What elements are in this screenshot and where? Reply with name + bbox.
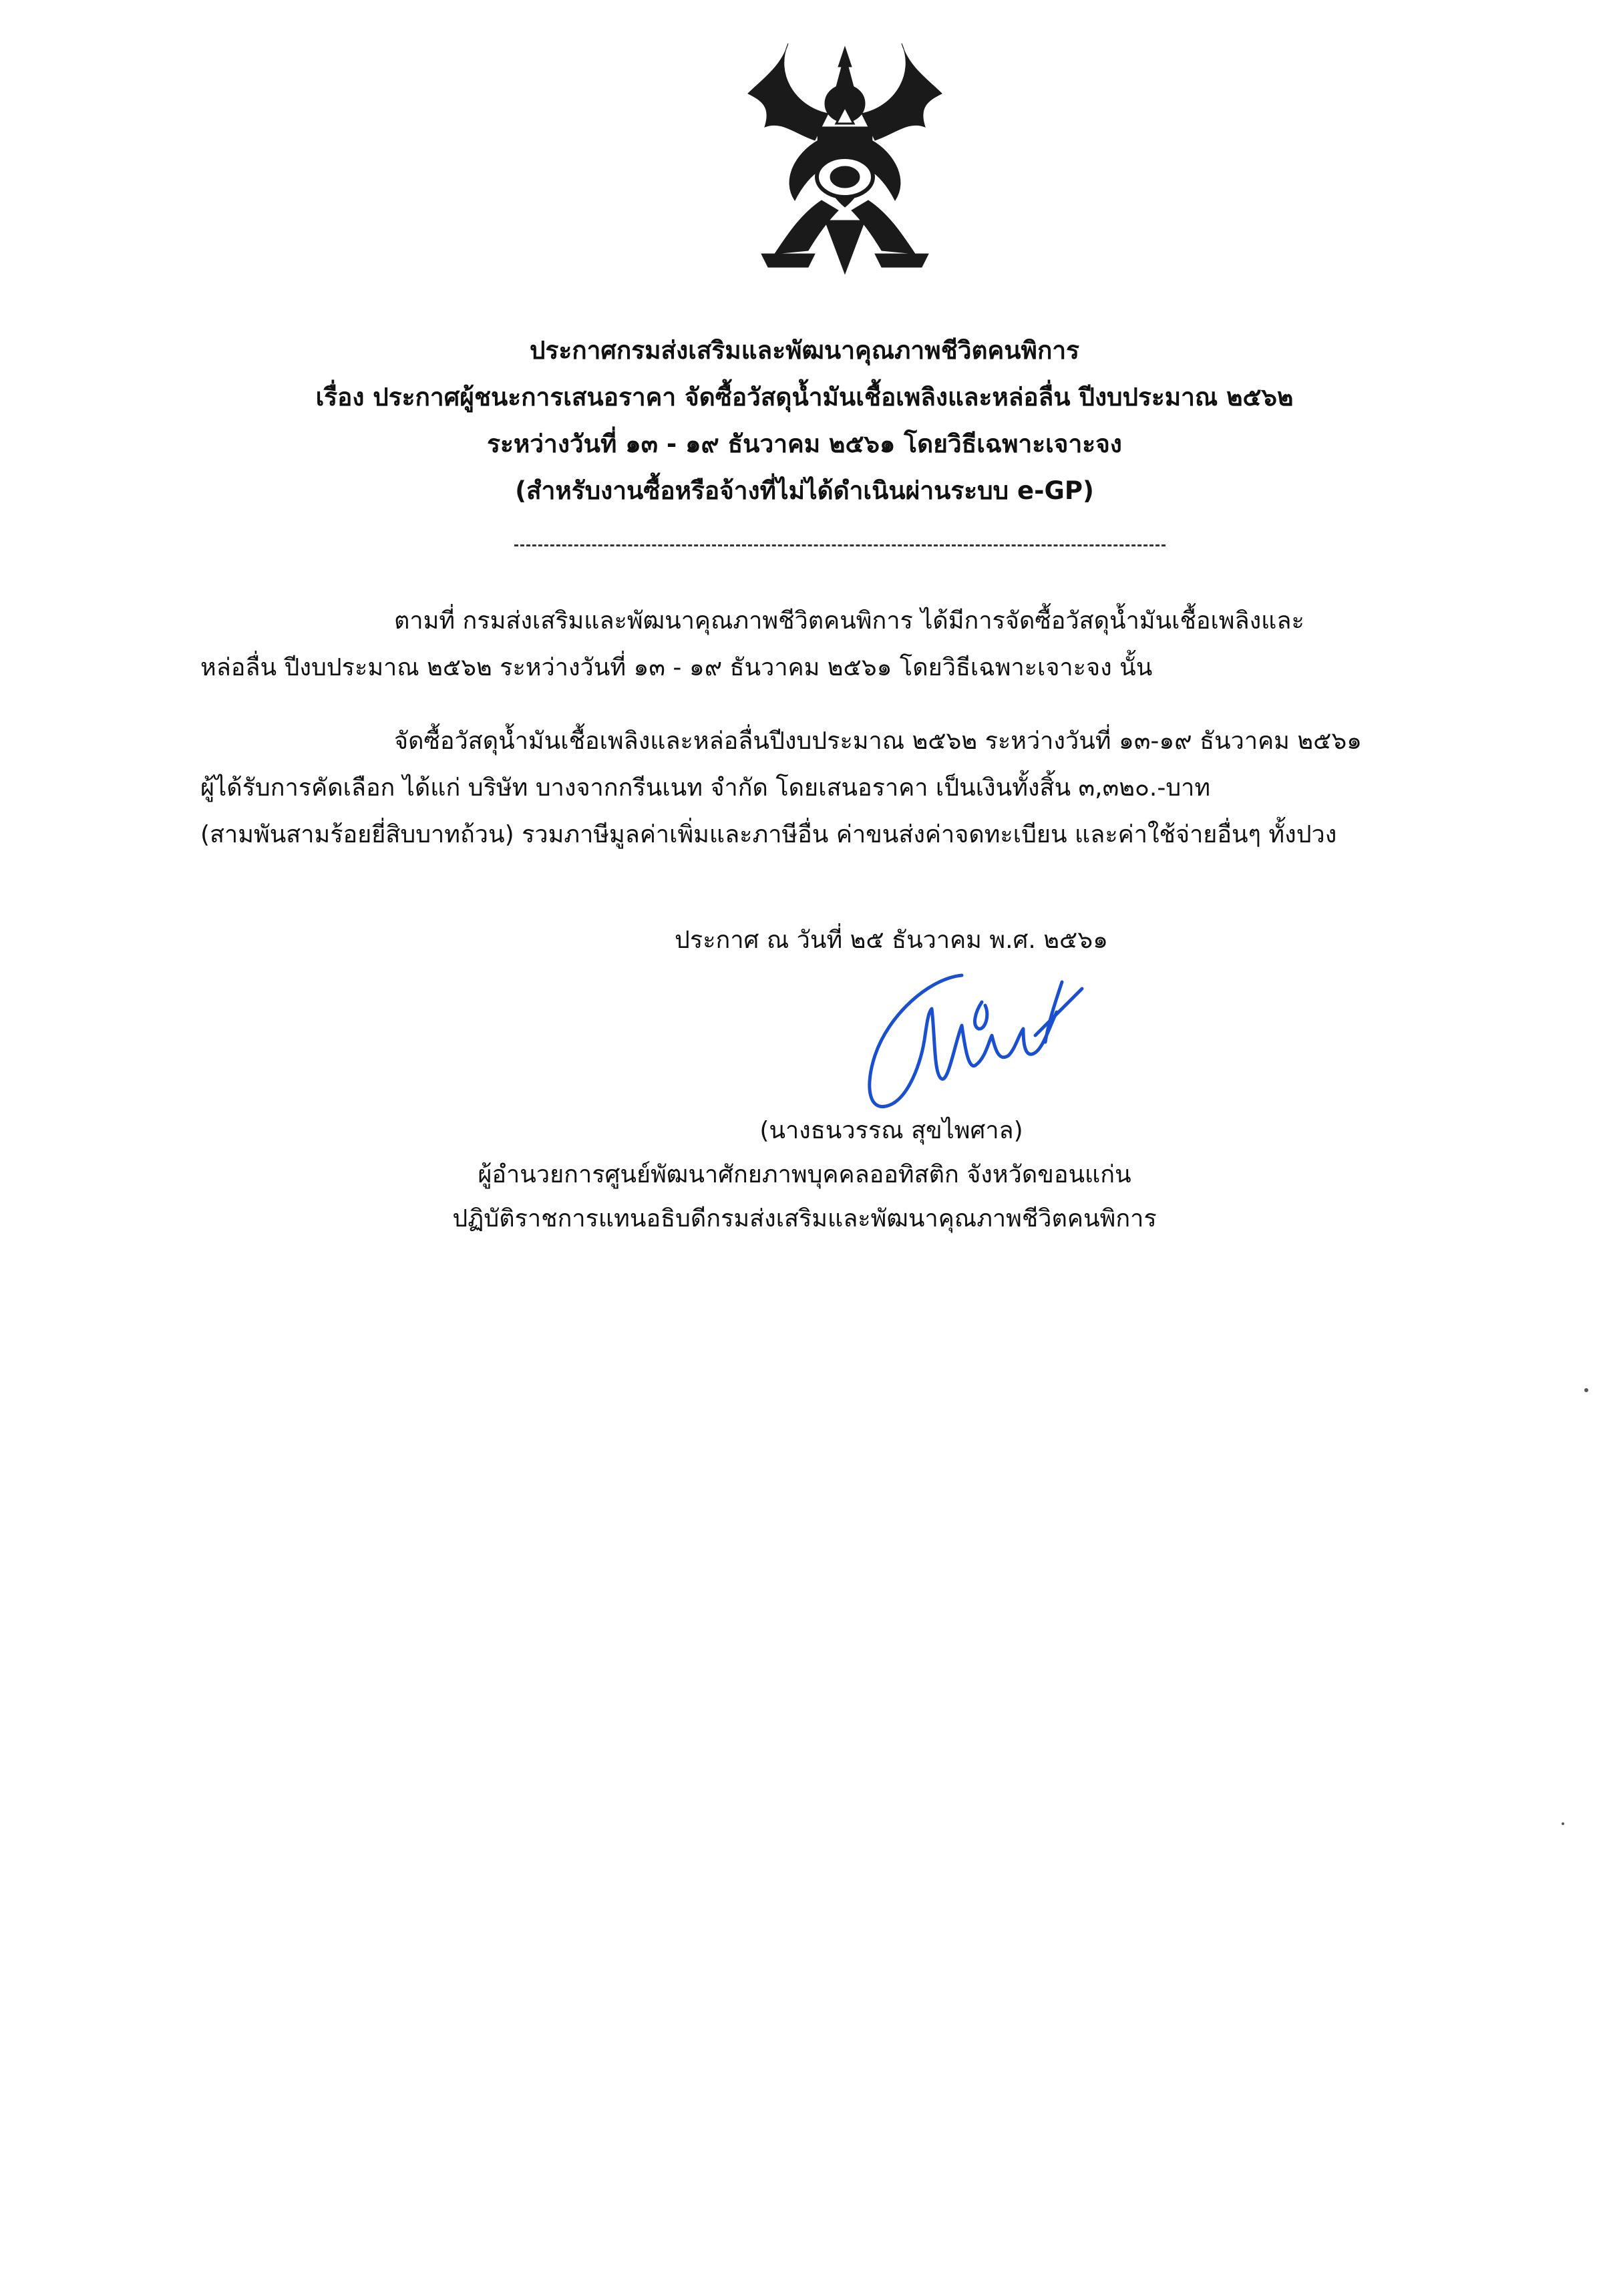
signer-acting: ปฏิบัติราชการแทนอธิบดีกรมส่งเสริมและพัฒนาคุณภาพชีวิตคนพิการ bbox=[452, 1205, 1157, 1233]
header-period: ระหว่างวันที่ ๑๓ - ๑๙ ธันวาคม ๒๕๖๑ โดยวิธีเฉพาะเจาะจง bbox=[487, 430, 1122, 458]
paragraph-2-line-1: จัดซื้อวัสดุน้ำมันเชื้อเพลิงและหล่อลื่นปีงบประมาณ ๒๕๖๒ ระหว่างวันที่ ๑๓-๑๙ ธันวาคม ๒๕๖๑ bbox=[394, 727, 1363, 755]
paragraph-2 bbox=[200, 718, 1469, 858]
signer-name: (นางธนวรรณ สุขไพศาล) bbox=[759, 1117, 1023, 1144]
header-note: (สำหรับงานซื้อหรือจ้างที่ไม่ได้ดำเนินผ่านระบบ e-GP) bbox=[515, 476, 1094, 505]
header-title: ประกาศกรมส่งเสริมและพัฒนาคุณภาพชีวิตคนพิการ bbox=[529, 336, 1079, 365]
handwritten-signature bbox=[848, 962, 1142, 1122]
announcement-date: ประกาศ ณ วันที่ ๒๕ ธันวาคม พ.ศ. ๒๕๖๑ bbox=[675, 927, 1108, 954]
header-subject: เรื่อง ประกาศผู้ชนะการเสนอราคา จัดซื้อวัสดุน้ำมันเชื้อเพลิงและหล่อลื่น ปีงบประมาณ ๒๕๖๒ bbox=[315, 383, 1294, 412]
scan-speck bbox=[1584, 1388, 1588, 1392]
signer-block bbox=[0, 1109, 1609, 1241]
paragraph-2-line-3: (สามพันสามร้อยยี่สิบบาทถ้วน) รวมภาษีมูลค่าเพิ่มและภาษีอื่น ค่าขนส่งค่าจดทะเบียน และค่าใช้จ่ายอื่นๆ ทั้งปวง bbox=[200, 821, 1337, 848]
paragraph-1-line-1: ตามที่ กรมส่งเสริมและพัฒนาคุณภาพชีวิตคนพิการ ได้มีการจัดซื้อวัสดุน้ำมันเชื้อเพลิงและ bbox=[394, 607, 1304, 635]
document-header bbox=[0, 327, 1609, 514]
garuda-emblem-icon bbox=[735, 40, 955, 281]
paragraph-1-line-2: หล่อลื่น ปีงบประมาณ ๒๕๖๒ ระหว่างวันที่ ๑๓ - ๑๙ ธันวาคม ๒๕๖๑ โดยวิธีเฉพาะเจาะจง นั้น bbox=[200, 654, 1153, 681]
header-divider bbox=[514, 544, 1166, 548]
signer-position: ผู้อำนวยการศูนย์พัฒนาศักยภาพบุคคลออทิสติก จังหวัดขอนแก่น bbox=[478, 1161, 1131, 1188]
paragraph-1 bbox=[200, 598, 1469, 691]
scan-speck bbox=[1562, 1822, 1564, 1825]
paragraph-2-line-2: ผู้ได้รับการคัดเลือก ได้แก่ บริษัท บางจากกรีนเนท จำกัด โดยเสนอราคา เป็นเงินทั้งสิ้น ๓,๓๒๐.-บาท bbox=[200, 774, 1211, 802]
